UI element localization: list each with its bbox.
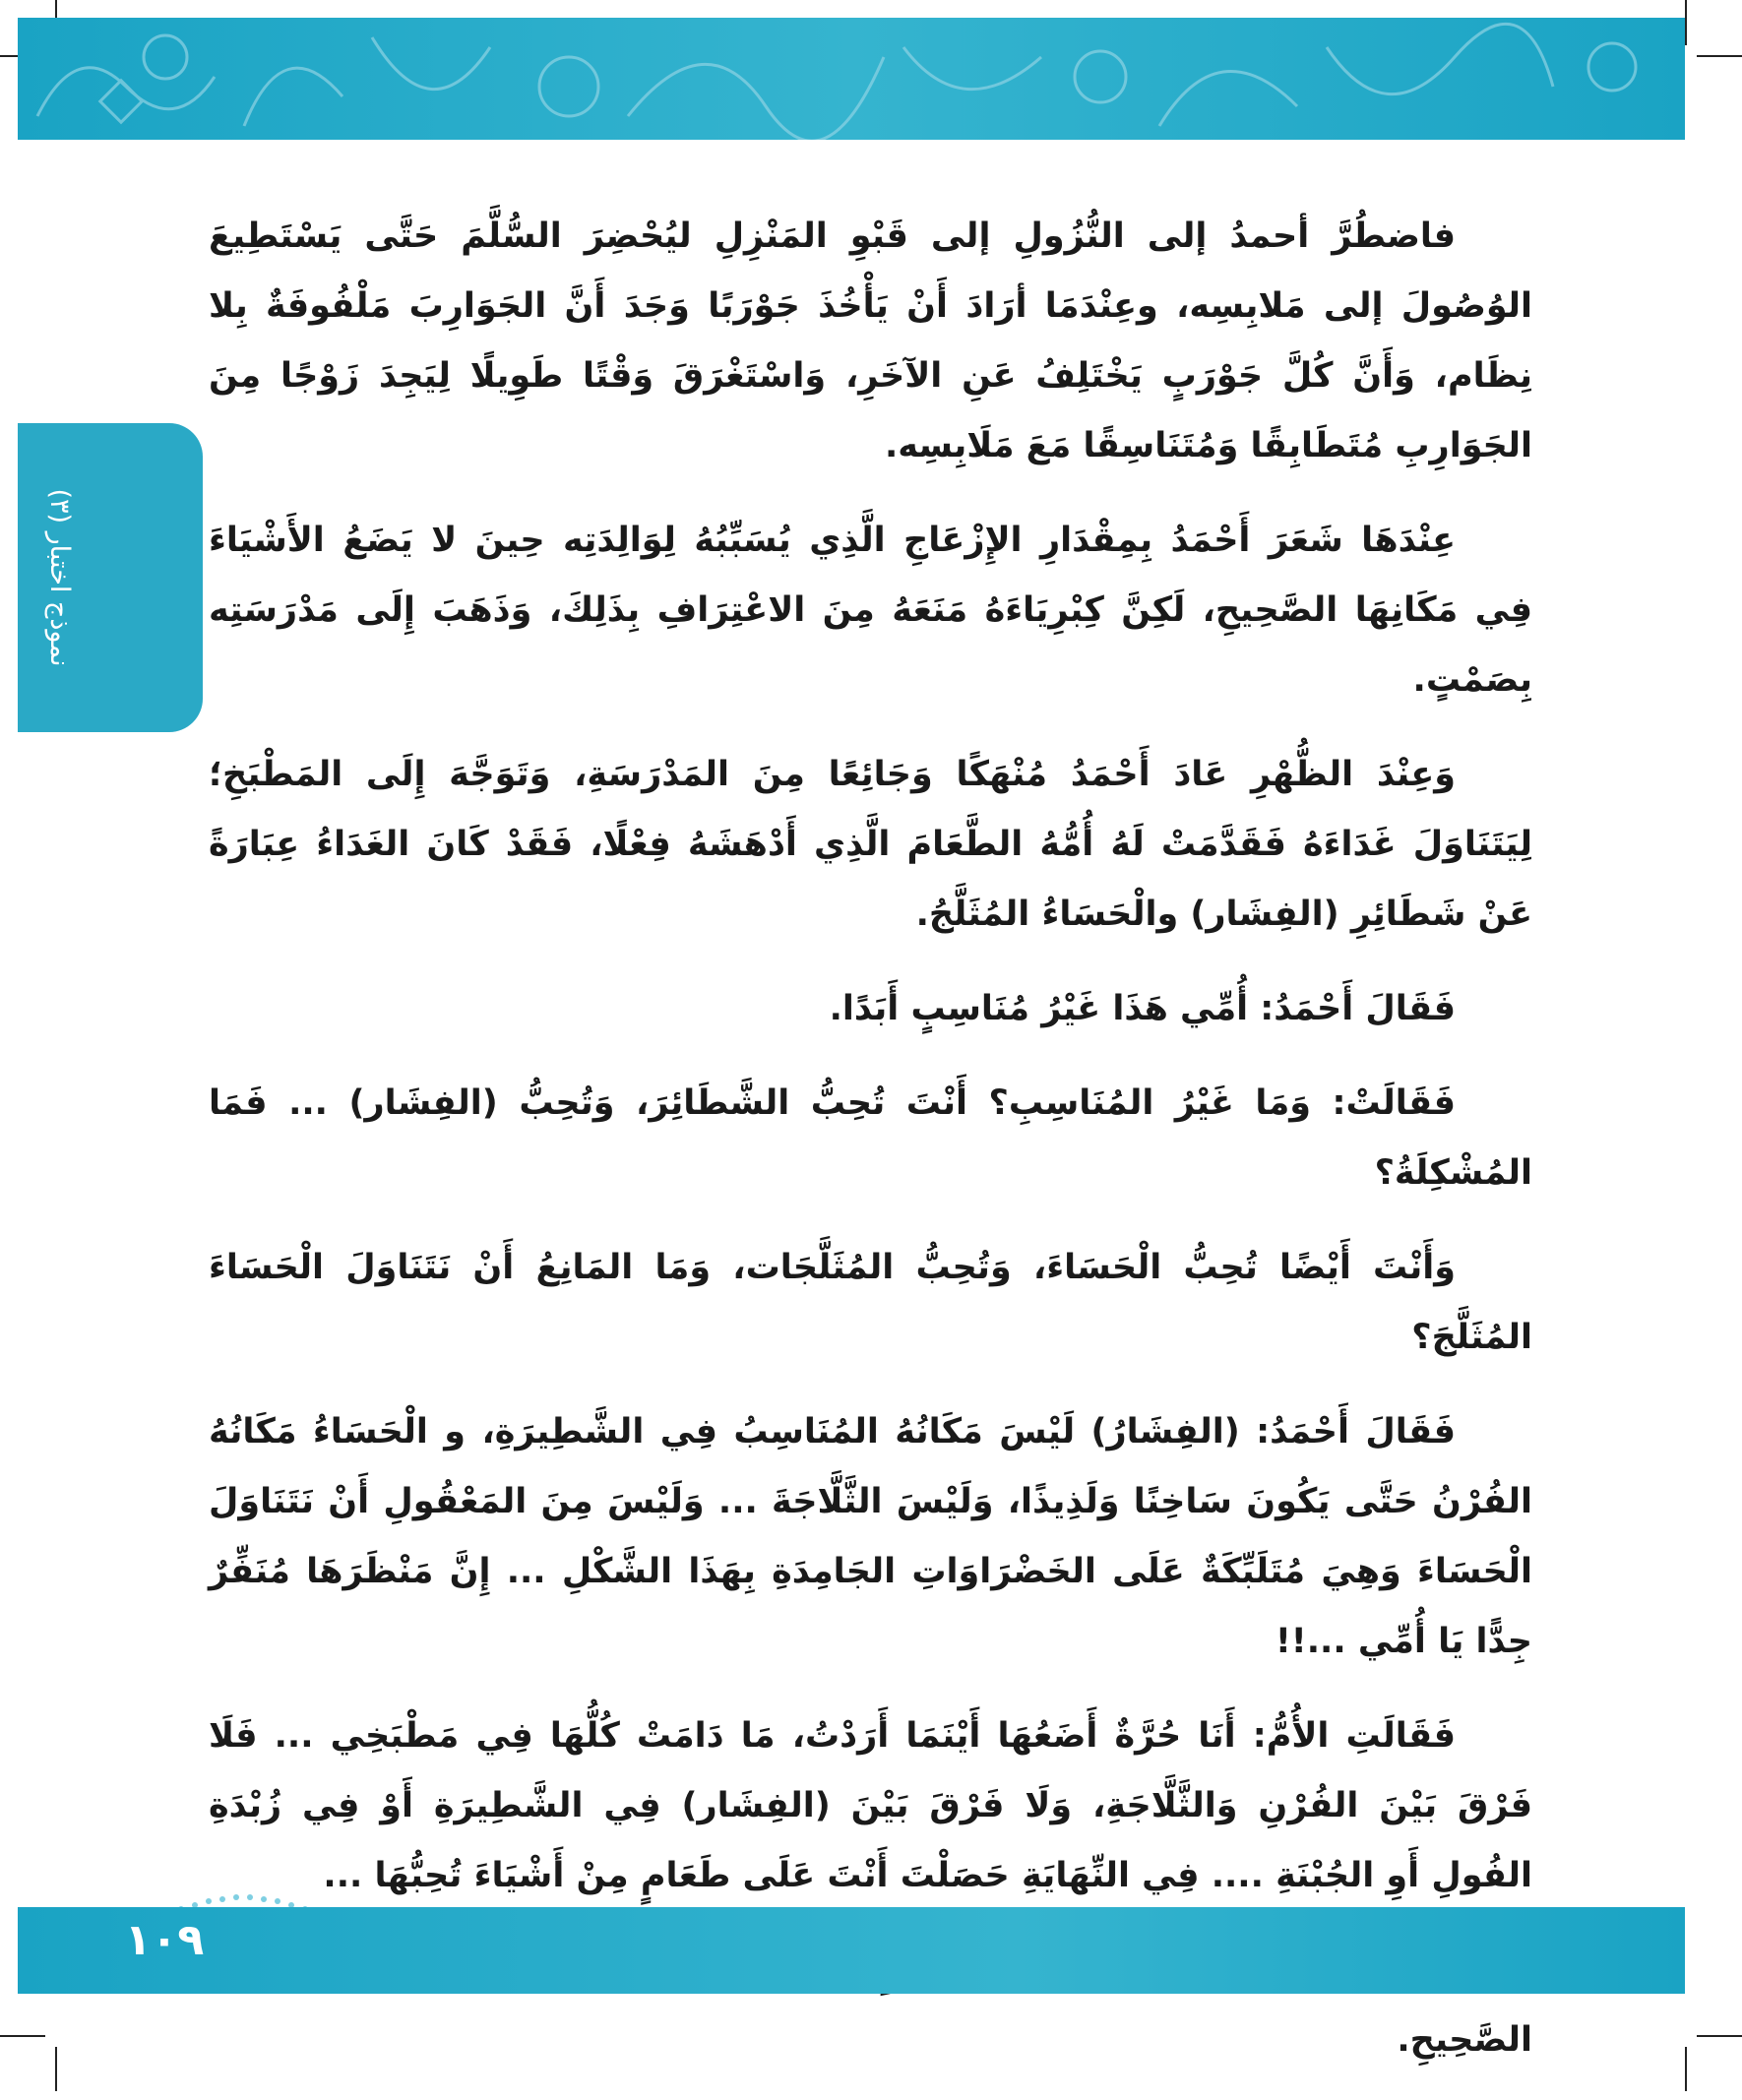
calligraphy-pattern [18, 18, 1685, 140]
paragraph: عِنْدَهَا شَعَرَ أَحْمَدُ بِمِقْدَارِ الإِزْعَاجِ الَّذِي يُسَبِّبُهُ لِوَالِدَتِه حِينَ لا يَضَعُ الأَشْيَاءَ فِي مَكَانِهَا الصَّحِيحِ، لَكِنَّ كِبْرِيَاءَهُ مَنَعَهُ مِنَ الاعْتِرَافِ بِذَلِكَ، وَذَهَبَ إِلَى مَدْرَسَتِه بِصَمْتٍ. [209, 521, 1532, 700]
paragraph: فَقَالَ أَحْمَدُ: أُمِّي هَذَا غَيْرُ مُنَاسِبٍ أَبَدًا. [829, 989, 1456, 1028]
paragraph: فَقَالَ أَحْمَدُ: (الفِشَارُ) لَيْسَ مَكَانُهُ المُنَاسِبُ فِي الشَّطِيرَةِ، و الْحَسَاءُ مَكَانُهُ الفُرْنُ حَتَّى يَكُونَ سَاخِنًا وَلَذِيذًا، وَلَيْسَ الثَّلَّاجَةَ ... وَلَيْسَ مِنَ المَعْقُولِ أَنْ نَتَنَاوَلَ الْحَسَاءَ وَهِيَ مُتَلَبِّكَةٌ عَلَى الخَضْرَاوَاتِ الجَامِدَةِ بِهَذَا الشَّكْلِ ... إِنَّ مَنْظَرَهَا مُنَفِّرٌ جِدًّا يَا أُمِّي ...!! [209, 1412, 1532, 1661]
paragraph: وَعِنْدَ الظُّهْرِ عَادَ أَحْمَدُ مُنْهَكًا وَجَائِعًا مِنَ المَدْرَسَةِ، وَتَوَجَّهَ إِلَى المَطْبَخِ؛ لِيَتَنَاوَلَ غَدَاءَهُ فَقَدَّمَتْ لَهُ أُمُّهُ الطَّعَامَ الَّذِي أَدْهَشَهُ فِعْلًا، فَقَدْ كَانَ الغَدَاءُ عِبَارَةً عَنْ شَطَائِرِ (الفِشَار) والْحَسَاءُ المُثَلَّجُ. [209, 755, 1532, 934]
paragraph: الصَّحِيحِ. [1397, 2020, 1532, 2060]
paragraph: فَقَالَتْ: وَمَا غَيْرُ المُنَاسِبِ؟ أَنْتَ تُحِبُّ الشَّطَائِرَ، وَتُحِبُّ (الفِشَار) ... فَمَا المُشْكِلَةُ؟ [209, 1083, 1532, 1193]
crop-mark [1697, 55, 1742, 57]
page-number: ١٠٩ [124, 1915, 205, 1965]
crop-mark [1685, 0, 1687, 45]
crop-mark [0, 2035, 45, 2037]
header-band [18, 18, 1685, 140]
paragraph: وَأَنْتَ أَيْضًا تُحِبُّ الْحَسَاءَ، وَتُحِبُّ المُثَلَّجَات، وَمَا المَانِعُ أَنْ نَتَنَاوَلَ الْحَسَاءَ المُثَلَّجَ؟ [209, 1248, 1532, 1357]
crop-mark [1685, 2047, 1687, 2091]
paragraph: فاضطُرَّ أحمدُ إلى النُّزُولِ إلى قَبْوِ المَنْزِلِ ليُحْضِرَ السُّلَّمَ حَتَّى يَسْتَطِيعَ الوُصُولَ إلى مَلابِسِه، وعِنْدَمَا أرَادَ أَنْ يَأْخُذَ جَوْرَبًا وَجَدَ أَنَّ الجَوَارِبَ مَلْفُوفَةٌ بِلا نِظَام، وَأَنَّ كُلَّ جَوْرَبٍ يَخْتَلِفُ عَنِ الآخَرِ، وَاسْتَغْرَقَ وَقْتًا طَوِيلًا لِيَجِدَ زَوْجًا مِنَ الجَوَارِبِ مُتَطَابِقًا وَمُتَنَاسِقًا مَعَ مَلَابِسِه. [209, 216, 1532, 465]
crop-mark [1697, 2035, 1742, 2037]
story-text [209, 202, 1532, 2100]
paragraph: فَقَالَتِ الأُمُّ: أَنَا حُرَّةٌ أَضَعُهَا أَيْنَمَا أَرَدْتُ، مَا دَامَتْ كُلُّهَا فِي مَطْبَخِي ... فَلَا فَرْقَ بَيْنَ الفُرْنِ وَالثَّلَّاجَةِ، وَلَا فَرْقَ بَيْنَ (الفِشَار) فِي الشَّطِيرَةِ أَوْ فِي زُبْدَةِ الفُولِ أَوِ الجُبْنَةِ .... فِي النِّهَايَةِ حَصَلْتَ أَنْتَ عَلَى طَعَامٍ مِنْ أَشْيَاءَ تُحِبُّهَا ... [209, 1716, 1532, 1895]
side-tab-label: نموذج اختبار (٣) [44, 488, 75, 667]
footer-band [18, 1907, 1685, 1994]
crop-mark [55, 2047, 57, 2091]
